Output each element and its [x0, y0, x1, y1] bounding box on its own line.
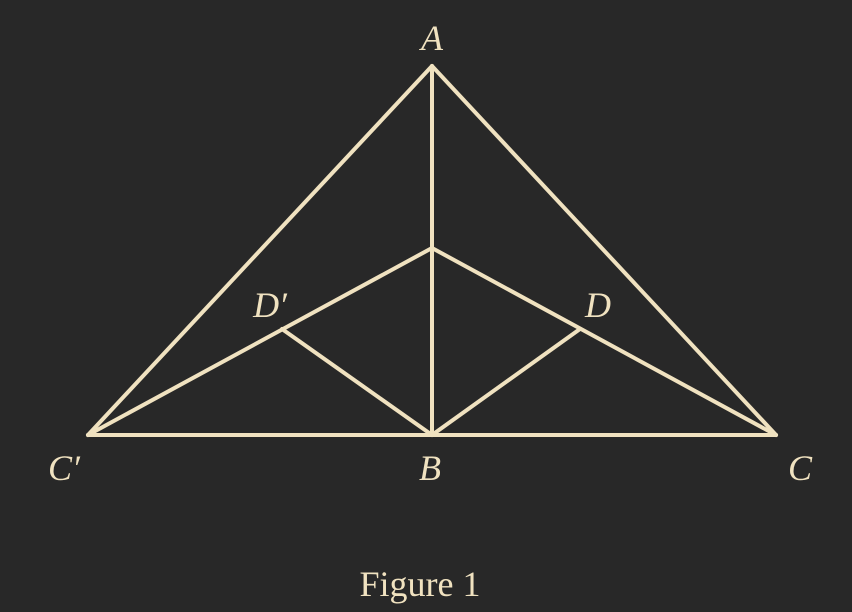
label-c: C [787, 448, 813, 488]
label-d: D [585, 285, 611, 325]
segment-b-d [432, 329, 580, 435]
segment-c-e [432, 248, 776, 435]
segment-c-prime-e [88, 248, 432, 435]
label-d-prime: D′ [253, 285, 287, 325]
segment-b-d-prime [282, 329, 432, 435]
segment-a-c-prime [88, 66, 432, 435]
label-b: B [419, 448, 441, 488]
segment-a-c [432, 66, 776, 435]
label-c-prime: C′ [48, 448, 80, 488]
label-a: A [421, 18, 443, 58]
figure-caption: Figure 1 [359, 564, 481, 604]
